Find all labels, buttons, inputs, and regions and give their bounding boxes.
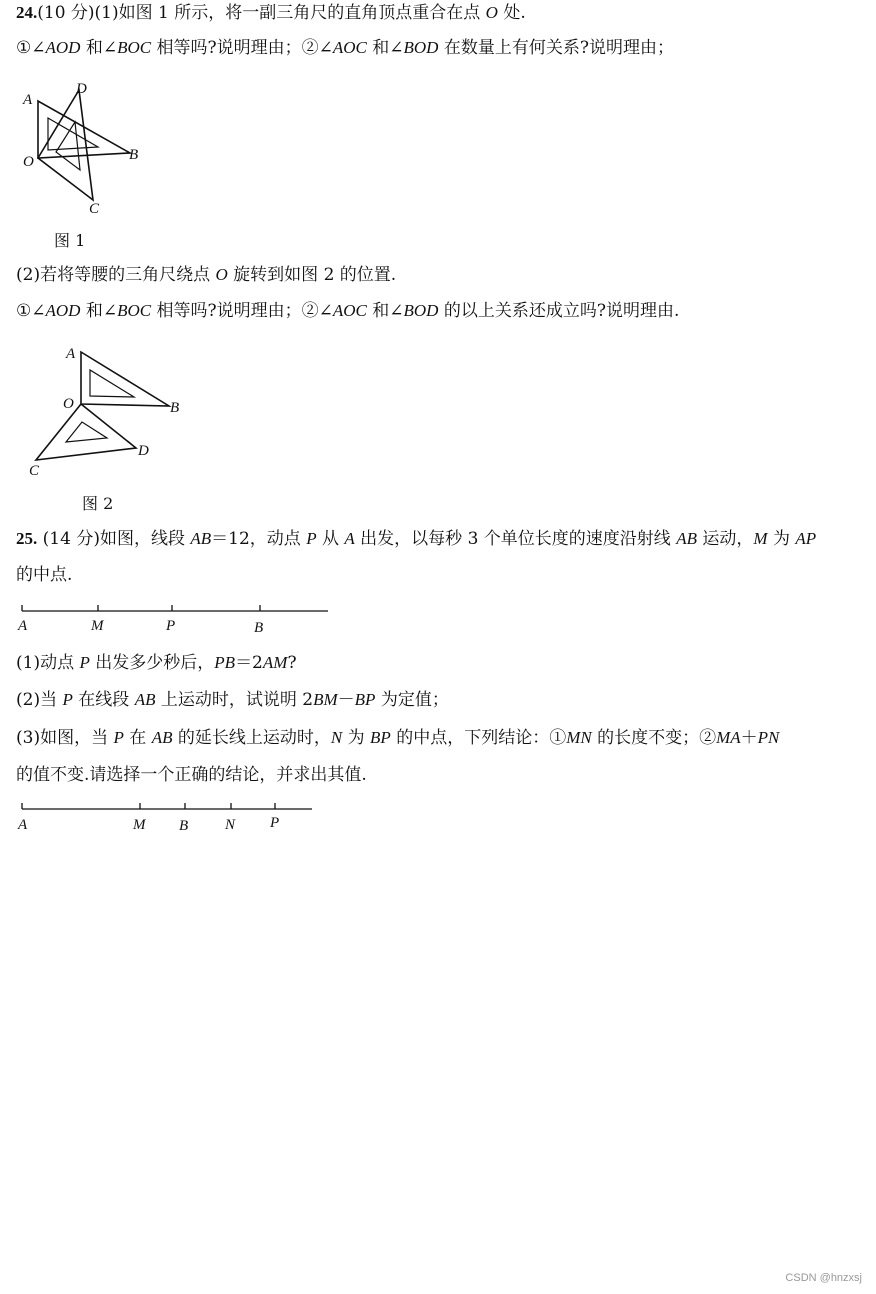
fig2-triangle-cod-inner (66, 422, 107, 442)
fig2-label-d: D (138, 443, 149, 459)
q25-sub1: (1)动点 P 出发多少秒后，PB＝2AM? (16, 653, 297, 673)
line1-label-m: M (91, 618, 104, 634)
fig1-label-o: O (23, 154, 34, 170)
fig1-triangle-aob-inner (48, 118, 98, 150)
fig2-triangle-cod (36, 404, 136, 460)
figure-2-caption: 图 2 (82, 494, 114, 513)
figure-1-triangles (18, 76, 148, 218)
q25-sub3: (3)如图，当 P 在 AB 的延长线上运动时，N 为 BP 的中点，下列结论：①MN 的长度不变；②MA＋PN (16, 728, 780, 748)
q24-part2-questions: ①∠AOD 和∠BOC 相等吗?说明理由；②∠AOC 和∠BOD 的以上关系还成立吗?说明理由. (16, 301, 680, 321)
q25-header-cont: 的中点. (16, 565, 73, 585)
fig1-label-a: A (23, 92, 33, 108)
number-line-2 (14, 798, 319, 834)
q25-number: 25. (16, 529, 38, 548)
watermark: CSDN @hnzxsj (785, 1272, 862, 1284)
fig2-label-a: A (66, 346, 76, 362)
line1-label-b: B (254, 620, 264, 636)
fig2-triangle-aob (81, 352, 169, 406)
q25-sub3-cont: 的值不变.请选择一个正确的结论，并求出其值. (16, 765, 367, 785)
fig2-triangle-aob-inner (90, 370, 134, 397)
number-line-1 (14, 600, 334, 636)
line2-label-b: B (179, 818, 189, 834)
q24-number: 24. (16, 3, 38, 22)
q24-part1-questions: ①∠AOD 和∠BOC 相等吗?说明理由；②∠AOC 和∠BOD 在数量上有何关系?说明理由； (16, 38, 674, 58)
line1-label-p: P (166, 618, 176, 634)
line1-label-a: A (18, 618, 28, 634)
fig1-label-d: D (76, 81, 87, 97)
q24-header: 24.(10 分)(1)如图 1 所示，将一副三角尺的直角顶点重合在点 O 处. (16, 3, 526, 23)
fig2-label-b: B (170, 400, 180, 416)
fig2-label-o: O (63, 396, 74, 412)
figure-1-caption: 图 1 (54, 231, 86, 250)
fig1-label-b: B (129, 147, 139, 163)
line2-label-n: N (225, 817, 236, 833)
line2-label-p: P (270, 815, 280, 831)
q25-sub2: (2)当 P 在线段 AB 上运动时，试说明 2BM－BP 为定值； (16, 690, 449, 710)
q25-header: 25. (14 分)如图，线段 AB＝12，动点 P 从 A 出发，以每秒 3 个单位长度的速度沿射线 AB 运动，M 为 AP (16, 529, 817, 549)
fig2-label-c: C (29, 463, 40, 479)
q24-part2-header: (2)若将等腰的三角尺绕点 O 旋转到如图 2 的位置. (16, 265, 397, 285)
line2-label-m: M (133, 817, 146, 833)
fig1-label-c: C (89, 201, 100, 217)
line2-label-a: A (18, 817, 28, 833)
figure-2-triangles (24, 340, 194, 480)
